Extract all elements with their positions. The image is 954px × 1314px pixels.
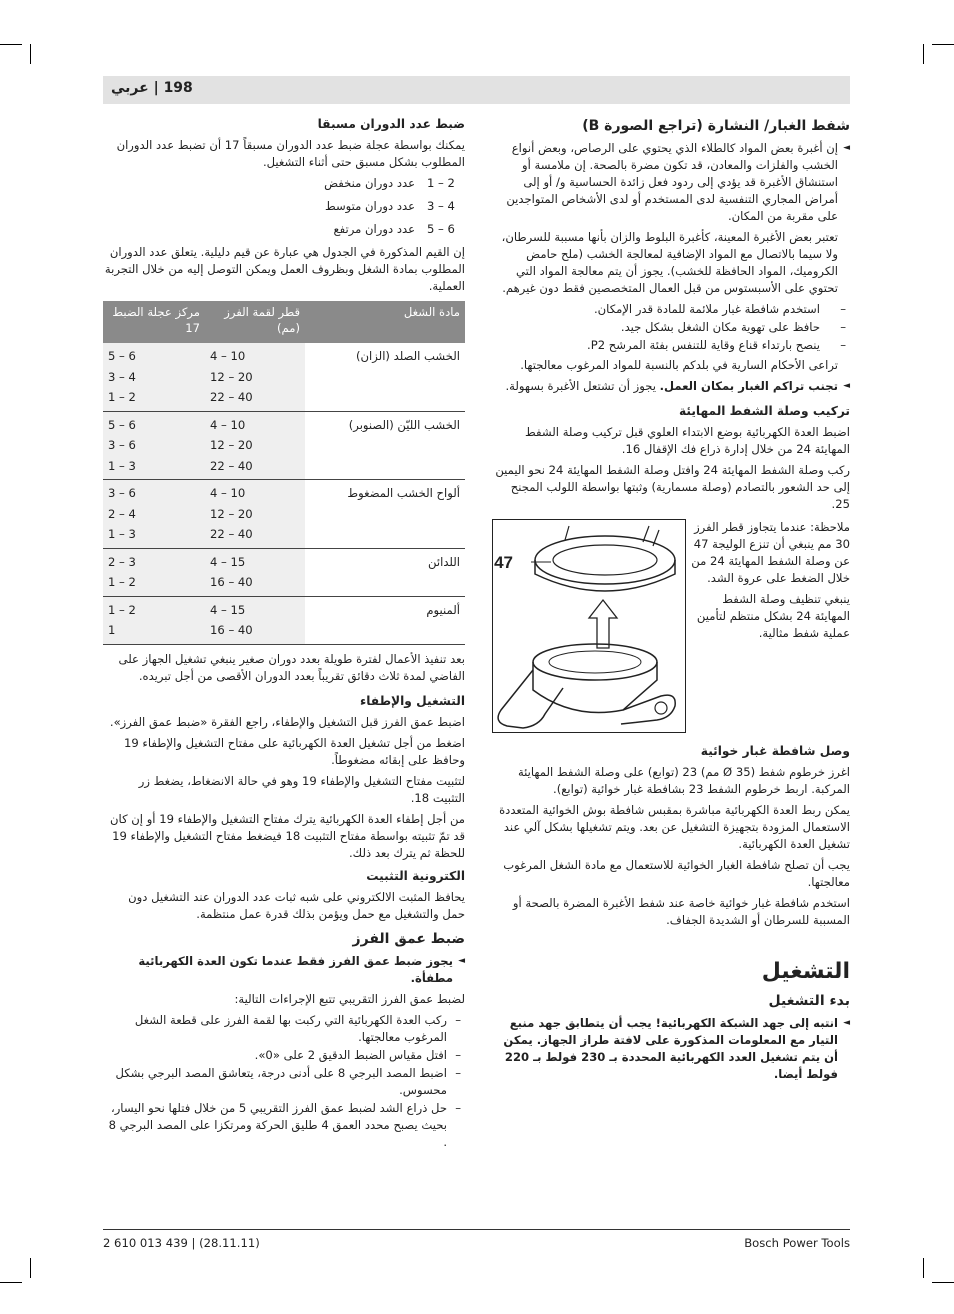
table-row	[103, 343, 465, 411]
table-row	[103, 411, 465, 480]
speed-row	[103, 221, 465, 238]
voltage-warning: ◄ انتبه إلى جهد الشبكة الكهربائية! يجب أن يتطابق جهد منبع التيار مع المعلومات المذكورة على لافتة طراز الجهاز. يمكن أن يتم تشغيل العدد الكهربائية المحددة بـ 230 فولط بـ 220 فولط أيضا.	[492, 1015, 850, 1083]
figure-note	[690, 519, 850, 646]
footer-doc-number: 2 610 013 439 | (28.11.11)	[103, 1236, 260, 1250]
speed-list	[103, 175, 465, 238]
speed-label: عدد دوران متوسط	[324, 199, 415, 213]
note-paragraph: ينبغي تنظيف وصلة الشفط المهايئة 24 بشكل منتظم لتأمين عملية شفط مثالية.	[696, 592, 850, 640]
setting-cell: 5 – 6 3 – 4 1 – 2	[103, 343, 205, 411]
vacuum-paragraph: استخدم شافطة غبار خوائية خاصة عند شفط الأغبرة المضرة بالصحة أو المسببة للسرطان أو الشديدة الجفاف.	[512, 896, 850, 927]
warning-bold: تجنب تراكم الغبار بمكان العمل.	[659, 379, 838, 393]
start-heading: بدء التشغيل	[768, 993, 850, 1009]
figure-label-47: 47	[494, 553, 513, 572]
onoff-heading: التشغيل والإطفاء	[360, 693, 465, 708]
diameter-cell: 4 – 10 12 – 20 22 – 40	[205, 480, 305, 549]
table-header-row	[103, 301, 465, 343]
adapter-paragraph: اضبط العدة الكهربائية بوضع الابتداء العلوي قبل تركيب وصلة الشفط المهايئة 24 من خلال إدارة ذراع فك الإقفال 16.	[525, 425, 850, 456]
right-column	[492, 118, 850, 1087]
crop-mark	[932, 1282, 954, 1283]
material-cell: الخشب الليّن (الصنوبر)	[305, 411, 465, 480]
speed-row	[103, 175, 465, 192]
speed-paragraph: إن القيم المذكورة في الجدول هي عبارة عن قيم دليلية. يتعلق عدد الدوران المطلوب بمادة الشغل وبظروف العمل ويمكن التوصل إليه من خلال التجربة العملية.	[104, 245, 465, 293]
list-item: – ركب العدة الكهربائية التي ركبت بها لقمة الفرز على قطعة الشغل المرغوب معالجتها.	[103, 1012, 465, 1046]
speed-row	[103, 198, 465, 215]
speed-label: عدد دوران مرتفع	[333, 222, 415, 236]
speed-table	[103, 301, 465, 645]
setting-cell: 3 – 6 2 – 4 1 – 3	[103, 480, 205, 549]
table-row	[103, 548, 465, 596]
adapter-heading: تركيب وصلة الشفط المهايئة	[678, 404, 850, 418]
crop-mark	[932, 44, 954, 45]
speed-label: عدد دوران منخفض	[324, 176, 415, 190]
crop-mark	[923, 1258, 924, 1278]
depth-heading: ضبط عمق الفرز	[352, 930, 465, 947]
page-title: 198 | عربي	[111, 80, 193, 96]
footer-divider	[103, 1229, 850, 1230]
depth-paragraph: لضبط عمق الفرز التقريبي تتبع الإجراءات التالية:	[234, 991, 465, 1006]
adapter-figure	[492, 519, 686, 733]
crop-mark	[30, 44, 31, 64]
electronic-heading: الكترونية التثبيت	[366, 868, 465, 883]
table-row	[103, 480, 465, 549]
onoff-paragraph: من أجل إطفاء العدة الكهربائية يترك مفتاح التشغيل والإطفاء 19 أو إن كان قد تمّ تثبيته بواسطة مفتاح التثبيت 18 فيضغط مفتاح التشغيل والإطفاء 19 للحظة ثم يترك بعد ذلك.	[110, 811, 465, 860]
crop-mark	[30, 1258, 31, 1278]
speed-paragraph: يمكنك بواسطة عجلة ضبط عدد الدوران مسبقاً 17 أن تضبط عدد الدوران المطلوب بشكل مسبق حتى أثناء التشغيل.	[116, 138, 465, 169]
operation-heading: التشغيل	[761, 959, 850, 984]
onoff-paragraph: لتثبيت مفتاح التشغيل والإطفاء 19 وهو في حالة الانضغاط، يضغط زر التثبيت 18.	[138, 773, 465, 805]
diameter-cell: 4 – 10 12 – 20 22 – 40	[205, 411, 305, 480]
vacuum-paragraph: يمكن ربط العدة الكهربائية مباشرة بمقبس شافطة بوش الخوائية المتعددة الاستعمال المزودة بتجهيزة التشغيل عن بعد. ويتم تشغيلها بشكل آلي عند تشغيل العدة الكهربائية.	[499, 803, 850, 851]
electronic-paragraph: يحافظ المثبت الالكتروني على شبه ثبات عدد الدوران عند التشغيل دون حمل والتشغيل مع حمل ويؤمن بذلك قدرة عمل منتظمة.	[128, 889, 465, 921]
crop-mark	[923, 44, 924, 64]
warning-text: يجوز أن تشتعل الأغبرة بسهولة.	[505, 379, 660, 393]
setting-cell: 2 – 3 1 – 2	[103, 548, 205, 596]
material-cell: الخشب الصلد (الزان)	[305, 343, 465, 411]
table-header: قطر لقمة الفرز (مم)	[205, 301, 305, 343]
setting-cell: 5 – 6 3 – 6 1 – 3	[103, 411, 205, 480]
speed-number: 3 – 4	[427, 199, 455, 213]
diameter-cell: 4 – 15 16 – 40	[205, 548, 305, 596]
note-paragraph: ملاحظة: عندما يتجاوز قطر الفرز 30 مم ينبغي أن تنزع الوليجة 47 عن وصلة الشفط المهايئة 24 من خلال الضغط على عروة الشد.	[691, 520, 850, 585]
vacuum-paragraph: اغرز خرطوم شفط (35 Ø مم) 23 (توابع) على وصلة الشفط المهايئة المركبة. اربط خرطوم الشفط 23 بشافطة غبار خوائية (توابع).	[517, 765, 850, 796]
list-item: – حل ذراع الشد لضبط عمق الفرز التقريبي 5 من خلال فتلها نحو اليسار، بحيث يصبح محدد العمق 4 طليق الحركة ومرتكزا على المصد البرجي 8 .	[103, 1100, 465, 1151]
list-item: – استخدم شافطة غبار ملائمة للمادة قدر الإمكان.	[492, 301, 850, 318]
table-row	[103, 596, 465, 644]
table-header: مادة الشغل	[305, 301, 465, 343]
list-item: – افتل مقياس الضبط الدقيق 2 على «0».	[103, 1047, 465, 1064]
material-cell: اللدائن	[305, 548, 465, 596]
page-header	[103, 76, 850, 104]
dust-warning	[492, 378, 850, 395]
list-item: – اضبط المصد البرجي 8 على أدنى درجة، يتعاشق المصد البرجي بشكل محسوس.	[103, 1065, 465, 1099]
adapter-illustration	[493, 520, 685, 732]
setting-cell: 1 – 2 1	[103, 596, 205, 644]
vacuum-heading: وصل شافطة غبار خوائية	[700, 744, 850, 758]
table-header: مركز عجلة الضبط 17	[103, 301, 205, 343]
list-item: – ينصح بارتداء قناع وقاية للتنفس بفئة المرشح P2.	[492, 337, 850, 354]
list-item: – حافظ على تهوية مكان الشغل بشكل جيد.	[492, 319, 850, 336]
speed-number: 1 – 2	[427, 176, 455, 190]
material-cell: ألواح الخشب المضغوط	[305, 480, 465, 549]
dust-paragraph: تراعى الأحكام السارية في بلدكم بالنسبة للمواد المرغوب معالجتها.	[520, 358, 838, 372]
speed-paragraph: بعد تنفيذ الأعمال لفترة طويلة بعدد دوران صغير ينبغي تشغيل الجهاز على الفاضي لمدة ثلاث دقائق تقريباً بعدد الدوران الأقصى من أجل تبريده.	[118, 651, 465, 683]
onoff-paragraph: اضبط عمق الفرز قبل التشغيل والإطفاء، راجع الفقرة «ضبط عمق الفرز».	[109, 714, 465, 729]
vacuum-paragraph: يجب أن تصلح شافطة الغبار الخوائية للاستعمال مع مادة الشغل المرغوب معالجتها.	[503, 858, 850, 889]
adapter-paragraph: ركب وصلة الشفط المهايئة 24 وافتل وصلة الشفط المهايئة 24 نحو اليمين إلى حد الشعور بالتصادم (وصلة مسمارية) وثبتها بواسطة اللولب المجنح 25.	[495, 463, 850, 511]
left-column	[103, 112, 465, 1152]
dust-heading: شفط الغبار/ النشارة (تراجع الصورة B)	[582, 118, 850, 134]
speed-heading: ضبط عدد الدوران مسبقا	[317, 117, 465, 131]
diameter-cell: 4 – 15 16 – 40	[205, 596, 305, 644]
depth-warning: ◄ يجوز ضبط عمق الفرز فقط عندما تكون العدة الكهربائية مطفأة.	[103, 953, 465, 987]
material-cell: ألمنيوم	[305, 596, 465, 644]
figure-row	[492, 519, 850, 733]
onoff-paragraph: اضغط من أجل تشغيل العدة الكهربائية على مفتاح التشغيل والإطفاء 19 وحافظ على إبقائه مضغوطاً.	[123, 735, 465, 767]
dust-warning: ◄ إن أغبرة بعض المواد كالطلاء الذي يحتوي على الرصاص، وبعض أنواع الخشب والفلزات والمعادن، قد تكون مضرة بالصحة. إن ملامسة أو استنشاق الأغبرة قد يؤدي إلى ردود فعل زائدة الحساسية و/ أو إلى أمراض المجاري التنفسية لدى المستخدم أو لدى الأشخاص المتواجدين على مقربة من المكان.	[492, 140, 850, 225]
dust-paragraph: تعتبر بعض الأغبرة المعينة، كأغبرة البلوط والزان بأنها مسببة للسرطان، ولا سيما بالاتصال مع المواد الإضافية لمعالجة الخشب (ملح حامض الكروميك، المواد الحافظة للخشب). يجوز أن يتم معالجة المواد التي تحتوي على الأسبستوس من قبل العمال المتخصصين فقط دون غيرهم.	[501, 230, 838, 295]
crop-mark	[0, 1282, 22, 1283]
diameter-cell: 4 – 10 12 – 20 22 – 40	[205, 343, 305, 411]
footer-brand: Bosch Power Tools	[744, 1236, 850, 1250]
speed-number: 5 – 6	[427, 222, 455, 236]
crop-mark	[0, 44, 22, 45]
